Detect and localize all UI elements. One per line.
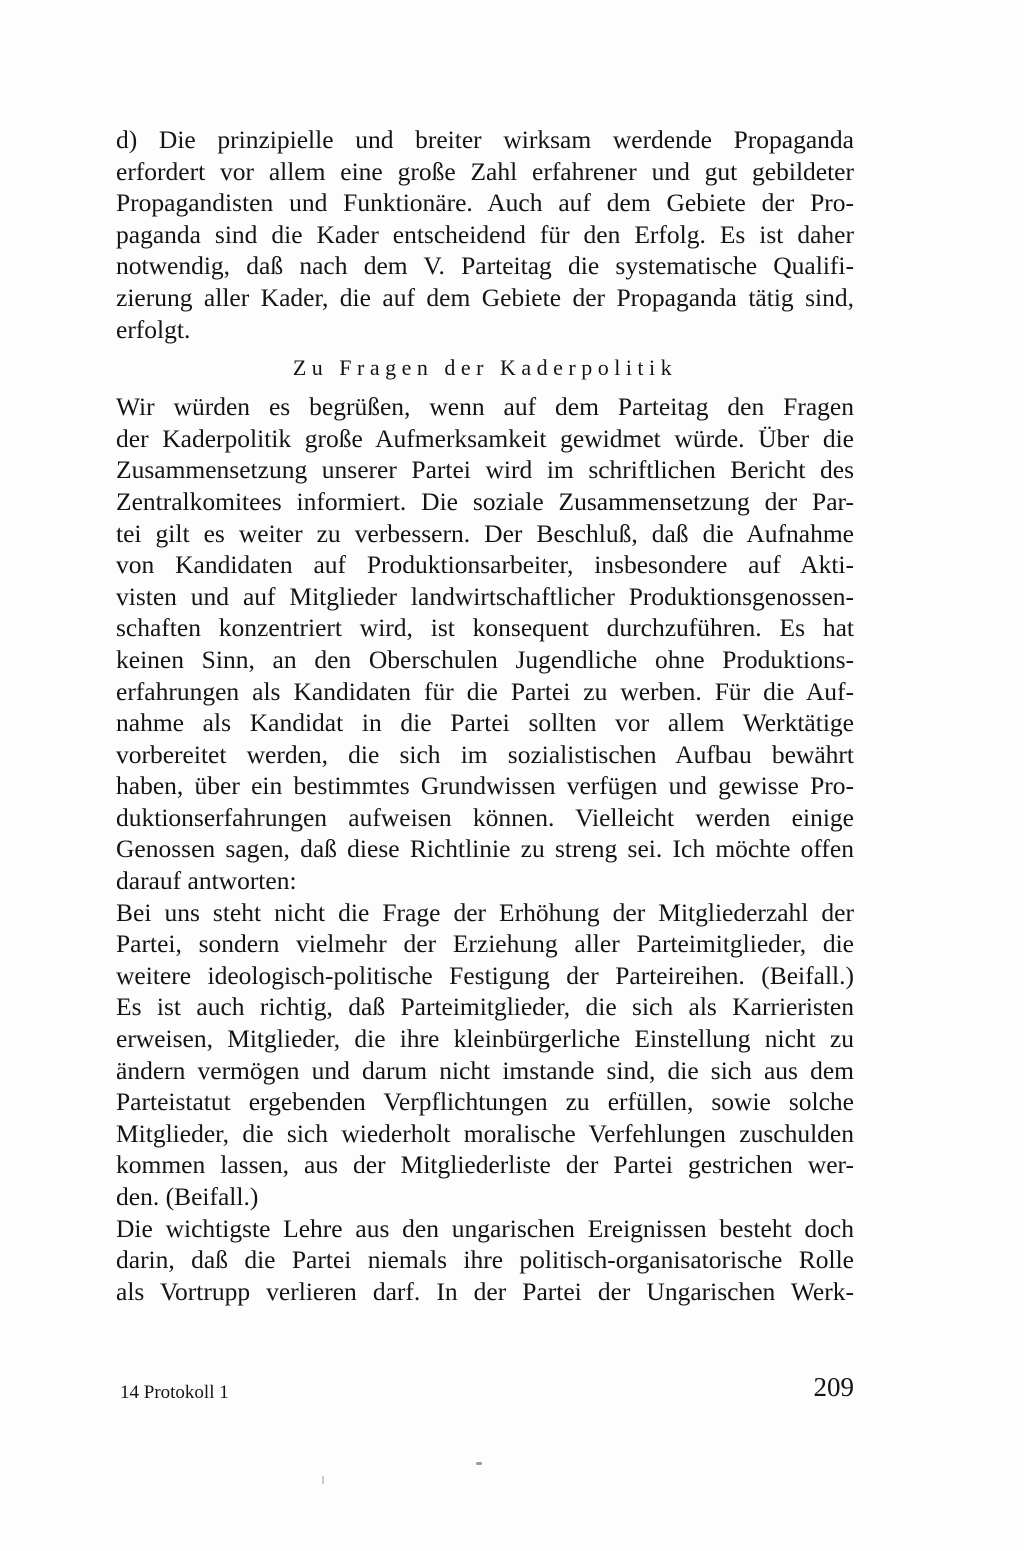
text-line: weitere ideologisch-politische Festigung der Parteireihen. (Beifall.) [116, 960, 854, 990]
section-heading: Zu Fragen der Kaderpolitik [292, 355, 678, 381]
text-line: keinen Sinn, an den Oberschulen Jugendliche ohne Produktions- [116, 644, 854, 674]
text-line: haben, über ein bestimmtes Grundwissen verfügen und gewisse Pro- [116, 771, 854, 801]
paragraph-propaganda [116, 124, 854, 345]
text-line: Wir würden es begrüßen, wenn auf dem Parteitag den Fragen [116, 392, 854, 422]
text-line: kommen lassen, aus der Mitgliederliste der Partei gestrichen wer- [116, 1150, 854, 1180]
text-line: visten und auf Mitglieder landwirtschaftlicher Produktionsgenossen- [116, 581, 854, 611]
scan-speck [476, 1462, 482, 1465]
text-line: Mitglieder, die sich wiederholt moralische Verfehlungen zuschulden [116, 1118, 854, 1148]
text-line: darauf antworten: [116, 866, 297, 896]
scan-speck [322, 1476, 324, 1484]
text-line: Bei uns steht nicht die Frage der Erhöhung der Mitgliederzahl der [116, 897, 854, 927]
paragraph-ungarische-ereignisse [116, 1213, 854, 1308]
text-line: Genossen sagen, daß diese Richtlinie zu streng sei. Ich möchte offen [116, 834, 854, 864]
text-line: erweisen, Mitglieder, die ihre kleinbürgerliche Einstellung nicht zu [116, 1024, 854, 1054]
paragraph-kaderpolitik [116, 391, 854, 897]
text-line: nahme als Kandidat in die Partei sollten vor allem Werktätige [116, 708, 854, 738]
text-line: erfordert vor allem eine große Zahl erfahrener und gut gebildeter [116, 156, 854, 186]
text-line: Zentralkomitees informiert. Die soziale Zusammensetzung der Par- [116, 486, 854, 516]
text-line: Die wichtigste Lehre aus den ungarischen Ereignissen besteht doch [116, 1213, 854, 1243]
page-number: 209 [813, 1372, 854, 1402]
text-line: Partei, sondern vielmehr der Erziehung aller Parteimitglieder, die [116, 929, 854, 959]
text-line: schaften konzentriert wird, ist konsequent durchzuführen. Es hat [116, 613, 854, 643]
text-line: Propagandisten und Funktionäre. Auch auf dem Gebiete der Pro- [116, 188, 854, 218]
paragraph-mitgliederzahl [116, 897, 854, 1213]
text-line: tei gilt es weiter zu verbessern. Der Beschluß, daß die Aufnahme [116, 518, 854, 548]
body-text [116, 124, 854, 1307]
text-line: den. (Beifall.) [116, 1182, 259, 1211]
text-line: Parteistatut ergebenden Verpflichtungen zu erfüllen, sowie solche [116, 1087, 854, 1117]
text-line: von Kandidaten auf Produktionsarbeiter, insbesondere auf Akti- [116, 550, 854, 580]
text-line: als Vortrupp verlieren darf. In der Partei der Ungarischen Werk- [116, 1276, 854, 1306]
printer-signature: 14 Protokoll 1 [120, 1382, 229, 1403]
text-line: zierung aller Kader, die auf dem Gebiete der Propaganda tätig sind, [116, 282, 854, 312]
text-line: notwendig, daß nach dem V. Parteitag die systematische Qualifi- [116, 251, 854, 281]
text-line: duktionserfahrungen aufweisen können. Vielleicht werden einige [116, 802, 854, 832]
text-line: erfahrungen als Kandidaten für die Partei zu werben. Für die Auf- [116, 676, 854, 706]
text-line: ändern vermögen und darum nicht imstande sind, die sich aus dem [116, 1055, 854, 1085]
text-line: Es ist auch richtig, daß Parteimitglieder, die sich als Karrieristen [116, 992, 854, 1022]
text-line: paganda sind die Kader entscheidend für den Erfolg. Es ist daher [116, 219, 854, 249]
text-line: d) Die prinzipielle und breiter wirksam werdende Propaganda [116, 125, 854, 154]
page-footer [116, 1372, 854, 1406]
text-line: Zusammensetzung unserer Partei wird im schriftlichen Bericht des [116, 455, 854, 485]
text-line: darin, daß die Partei niemals ihre politisch-organisatorische Rolle [116, 1245, 854, 1275]
text-line: vorbereitet werden, die sich im sozialistischen Aufbau bewährt [116, 739, 854, 769]
text-line: der Kaderpolitik große Aufmerksamkeit gewidmet würde. Über die [116, 423, 854, 453]
text-line: erfolgt. [116, 314, 191, 344]
